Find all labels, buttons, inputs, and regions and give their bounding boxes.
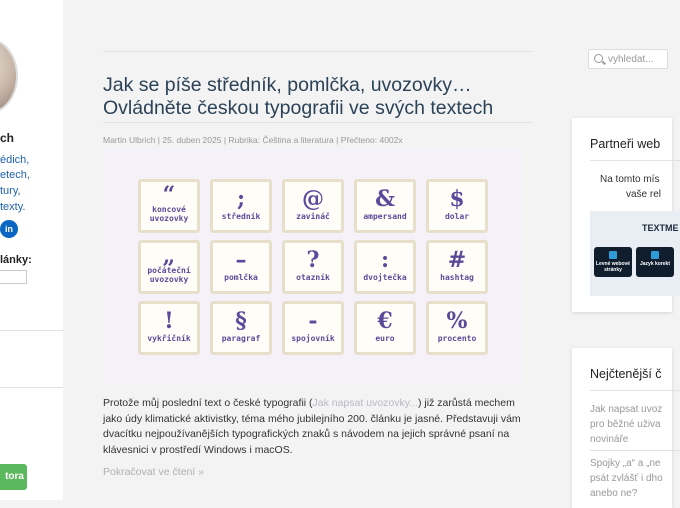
- tile-glyph: -: [308, 308, 318, 334]
- popular-item[interactable]: anebo ne?: [590, 488, 638, 499]
- tile-label: spojovník: [291, 334, 335, 343]
- newsletter-label: lánky:: [0, 254, 32, 266]
- partners-text: vaše rel: [626, 189, 662, 200]
- typography-tile: [210, 301, 272, 355]
- tile-glyph: #: [447, 247, 467, 273]
- divider: [590, 160, 680, 161]
- meta-date: 25. duben 2025: [162, 135, 222, 145]
- partner-ad[interactable]: [590, 211, 680, 296]
- typography-tile: [282, 301, 344, 355]
- popular-widget: [572, 348, 672, 508]
- search-input[interactable]: vyhledat...: [608, 54, 654, 65]
- tile-glyph: &: [375, 186, 395, 212]
- tile-glyph: ?: [306, 247, 320, 273]
- tile-label: dvojtečka: [363, 273, 407, 282]
- search-box[interactable]: [588, 49, 668, 69]
- article-hero-image[interactable]: [103, 149, 522, 385]
- tile-label: zavináč: [296, 212, 330, 221]
- linkedin-icon[interactable]: in: [0, 220, 18, 238]
- author-bio-line[interactable]: édich,: [0, 154, 30, 166]
- tile-glyph: !: [164, 308, 174, 334]
- ad-card[interactable]: Levné webové stránky: [594, 247, 632, 277]
- tile-label: hashtag: [440, 273, 474, 282]
- meta-author[interactable]: Martin Ulbrich: [103, 135, 156, 145]
- typography-tile: [138, 301, 200, 355]
- meta-category-prefix: Rubrika:: [228, 135, 261, 145]
- typography-tile: [354, 240, 416, 294]
- typography-tile: [426, 179, 488, 233]
- tile-label: dolar: [444, 212, 470, 221]
- article-excerpt: Protože můj poslední text o české typografii (Jak napsat uvozovky...) již zarůstá mechem jako údy klimatické aktivistky, téma mého jubilejního 200. článku je jasné. Představuji vám dvacítku nejpoužívanějších typografických znaků s návodem na jejich správné psaní na klávesnici v prostředí Windows i macOS.: [103, 397, 521, 456]
- excerpt-link[interactable]: Jak napsat uvozovky...: [312, 397, 418, 409]
- typography-tile: [210, 240, 272, 294]
- tile-glyph: %: [446, 308, 468, 334]
- left-sidebar: [0, 0, 63, 500]
- read-more-link[interactable]: Pokračovat ve čtení »: [103, 466, 204, 478]
- tile-glyph: $: [449, 186, 465, 212]
- subscribe-button[interactable]: tora: [0, 464, 27, 490]
- tile-glyph: €: [377, 308, 393, 334]
- tile-glyph: ;: [236, 186, 246, 212]
- typography-tile: [354, 301, 416, 355]
- article-title[interactable]: Jak se píše středník, pomlčka, uvozovky… Ovládněte českou typografii ve svých textech: [103, 74, 494, 119]
- article-meta: Martin Ulbrich | 25. duben 2025 | Rubrika: Čeština a literatura | Přečteno: 4002x: [103, 135, 403, 145]
- ad-title: TEXTME: [642, 223, 679, 233]
- tile-glyph: :: [380, 247, 390, 273]
- divider: [590, 390, 680, 391]
- partners-widget: [572, 118, 679, 312]
- typography-tile: [138, 179, 200, 233]
- newsletter-input[interactable]: [0, 270, 27, 284]
- divider: [590, 450, 680, 451]
- monitor-icon: [609, 251, 617, 259]
- tile-label: otazník: [296, 273, 330, 282]
- tile-glyph: „: [162, 243, 176, 269]
- divider: [103, 122, 533, 123]
- divider: [0, 330, 63, 331]
- tile-glyph: §: [235, 308, 247, 334]
- popular-item[interactable]: Spojky „a“ a „ne: [590, 458, 661, 469]
- tile-glyph: –: [235, 247, 247, 273]
- typography-tile: [282, 240, 344, 294]
- popular-title: Nejčtenější č: [590, 367, 662, 381]
- main-content: [63, 0, 570, 500]
- tile-label: středník: [221, 212, 261, 221]
- tile-glyph: @: [302, 186, 324, 212]
- typography-tile: [282, 179, 344, 233]
- ad-card[interactable]: Jazyk korekt: [636, 247, 674, 277]
- tile-label: procento: [437, 334, 477, 343]
- divider: [103, 51, 533, 52]
- partners-text: Na tomto mís: [600, 174, 660, 185]
- meta-reads: Přečteno: 4002x: [340, 135, 403, 145]
- typography-tile: [354, 179, 416, 233]
- tile-label: vykřičník: [147, 334, 191, 343]
- tile-label: ampersand: [363, 212, 407, 221]
- author-bio-line[interactable]: texty.: [0, 201, 26, 213]
- typography-tile: [210, 179, 272, 233]
- popular-item[interactable]: Jak napsat uvoz: [590, 404, 663, 415]
- monitor-icon: [651, 251, 659, 259]
- divider: [0, 387, 63, 388]
- popular-item[interactable]: psát zvlášť i dho: [590, 473, 663, 484]
- tile-label: koncové uvozovky: [149, 205, 189, 223]
- author-name: ch: [0, 131, 15, 145]
- popular-item[interactable]: novináře: [590, 434, 629, 445]
- author-bio-line[interactable]: etech,: [0, 169, 30, 181]
- typography-tile: [426, 240, 488, 294]
- tile-label: pomlčka: [224, 273, 258, 282]
- tile-glyph: “: [162, 182, 176, 208]
- meta-category-link[interactable]: Čeština a literatura: [262, 135, 334, 145]
- author-bio-line[interactable]: tury,: [0, 185, 21, 197]
- popular-item[interactable]: pro běžné uživa: [590, 419, 661, 430]
- author-avatar: [0, 38, 18, 114]
- typography-tile: [138, 240, 200, 294]
- partners-title: Partneři web: [590, 137, 661, 151]
- tile-label: euro: [375, 334, 395, 343]
- search-icon: [594, 54, 603, 63]
- typography-tile: [426, 301, 488, 355]
- tile-label: paragraf: [221, 334, 261, 343]
- tile-label: počáteční uvozovky: [147, 266, 191, 284]
